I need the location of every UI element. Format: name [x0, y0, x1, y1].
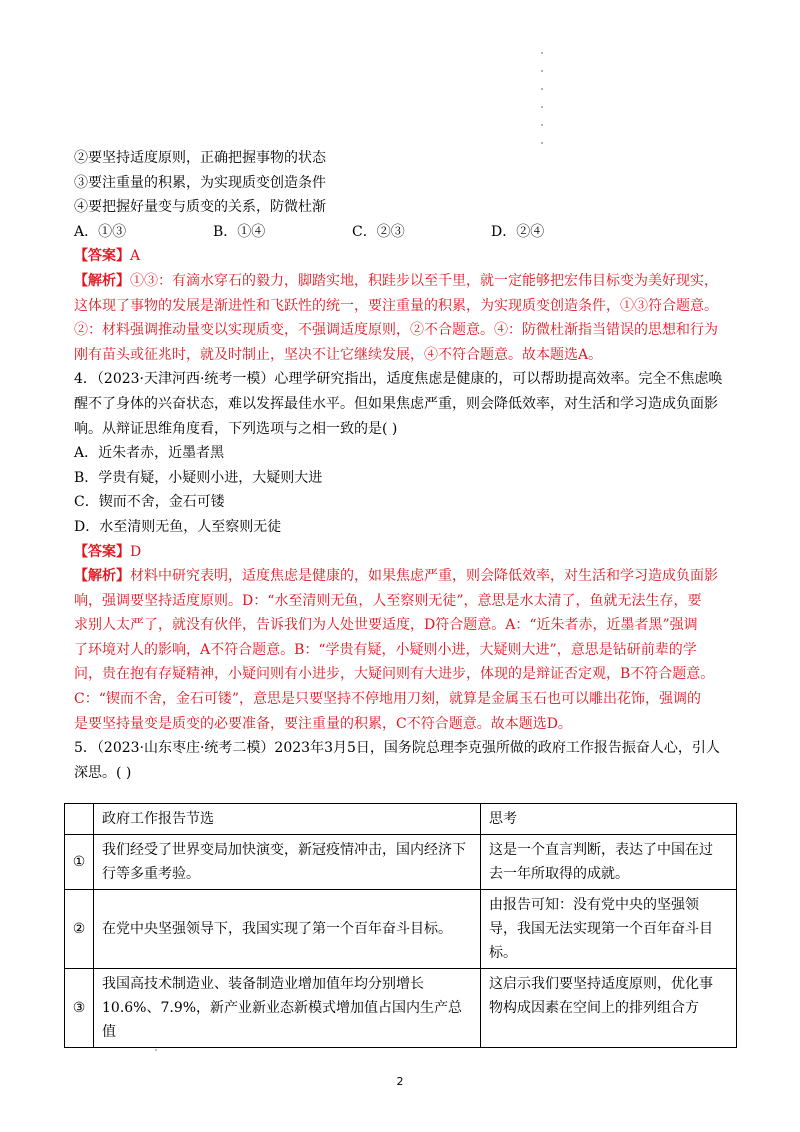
- analysis-label: 【解析】: [74, 568, 130, 585]
- table-header-cell: [65, 804, 94, 835]
- q4-analysis-line: 响，强调要坚持适度原则。D：“水至清则无鱼，人至察则无徒”，意思是水太清了，鱼就无法生存，要: [74, 592, 702, 609]
- q4-analysis-line: 【解析】材料中研究表明，适度焦虑是健康的，如果焦虑严重，则会降低效率，对生活和学习造成负面影: [74, 568, 718, 585]
- q3-answer: [74, 244, 734, 269]
- q4-choice-a: A．近朱者赤，近墨者黑: [74, 445, 225, 462]
- excerpt-cell: 我国高技术制造业、装备制造业增加值年均分别增长 10.6%、7.9%，新产业新业态新模式增加值占国内生产总值: [94, 969, 481, 1048]
- row-number: ③: [65, 969, 94, 1048]
- table-row: [65, 890, 737, 969]
- q4-analysis-line: 求别人太严了，就没有伙伴，告诉我们为人处世要适度，D符合题意。A：“近朱者赤，近墨者黑”强调: [74, 617, 698, 634]
- q3-analysis-line: 这体现了事物的发展是渐进性和飞跃性的统一，要注重量的积累，为实现质变创造条件，①③符合题意。: [74, 297, 718, 314]
- answer-label: 【答案】: [74, 543, 130, 560]
- table-row: [65, 969, 737, 1048]
- report-table: [64, 803, 737, 1048]
- q4-choice-c: C．锲而不舍，金石可镂: [74, 494, 225, 511]
- q4-stem-line: 响。从辩证思维角度看，下列选项与之相一致的是( ): [74, 420, 398, 437]
- q3-choice-c: C．②③: [352, 223, 405, 240]
- table-header-cell: 思考: [481, 804, 737, 835]
- option-statement-2: ②要坚持适度原则，正确把握事物的状态: [74, 150, 326, 166]
- answer-value: D: [130, 543, 142, 560]
- q5-stem-line: 5．（2023·山东枣庄·统考二模）2023年3月5日，国务院总理李克强所做的政府工作报告振奋人心，引人: [74, 740, 720, 757]
- q3-choice-b: B．①④: [213, 223, 266, 240]
- footer-dot-decoration: [155, 1049, 157, 1051]
- table-header-cell: 政府工作报告节选: [94, 804, 481, 835]
- q4-analysis-line: 了环境对人的影响，A不符合题意。B：“学贵有疑，小疑则小进，大疑则大进”，意思是钻研前辈的学: [74, 641, 697, 658]
- thought-cell: 这是一个直言判断，表达了中国在过 去一年所取得的成就。: [481, 835, 737, 890]
- excerpt-cell: 在党中央坚强领导下，我国实现了第一个百年奋斗目标。: [94, 890, 481, 969]
- thought-cell: 这启示我们要坚持适度原则，优化事 物构成因素在空间上的排列组合方: [481, 969, 737, 1048]
- q4-choice-d: D．水至清则无鱼，人至察则无徒: [74, 518, 282, 535]
- q3-analysis-line: 刚有苗头或征兆时，就及时制止，坚决不让它继续发展，④不符合题意。故本题选A。: [74, 346, 603, 363]
- option-statement-4: ④要把握好量变与质变的关系，防微杜渐: [74, 199, 326, 216]
- q3-choice-d: D．②④: [491, 223, 545, 240]
- q3-choices: [74, 220, 734, 245]
- q4-stem-line: 4．（2023·天津河西·统考一模）心理学研究指出，适度焦虑是健康的，可以帮助提高效率。完全不焦虑唤: [74, 371, 723, 388]
- q4-choice-b: B．学贵有疑，小疑则小进，大疑则大进: [74, 469, 323, 486]
- q4-analysis-line: C：“锲而不舍，金石可镂”，意思是只要坚持不停地用刀刻，就算是金属玉石也可以雕出花饰，强调的: [74, 691, 702, 708]
- option-statement-3: ③要注重量的积累，为实现质变创造条件: [74, 174, 326, 191]
- q3-analysis-line: ②：材料强调推动量变以实现质变，不强调适度原则，②不合题意。④：防微杜渐指当错误的思想和行为: [74, 322, 718, 339]
- page-number: 2: [396, 1075, 404, 1088]
- thought-cell: 由报告可知：没有党中央的坚强领 导，我国无法实现第一个百年奋斗目 标。: [481, 890, 737, 969]
- q4-analysis-line: 问，贵在抱有存疑精神，小疑问则有小进步，大疑问则有大进步，体现的是辩证否定观，B不符合题意。: [74, 666, 715, 683]
- content-area: [74, 146, 734, 785]
- excerpt-cell: 我们经受了世界变局加快演变，新冠疫情冲击，国内经济下 行等多重考验。: [94, 835, 481, 890]
- q3-analysis-line: 【解析】①③：有滴水穿石的毅力，脚踏实地，积跬步以至千里，就一定能够把宏伟目标变为美好现实，: [74, 272, 718, 289]
- table-header-row: [65, 804, 737, 835]
- table-row: [65, 835, 737, 890]
- margin-dots-decoration: [541, 52, 549, 160]
- answer-value: A: [130, 248, 141, 265]
- analysis-label: 【解析】: [74, 272, 130, 289]
- q4-stem-line: 醒不了身体的兴奋状态，难以发挥最佳水平。但如果焦虑严重，则会降低效率，对生活和学习造成负面影: [74, 395, 718, 412]
- answer-label: 【答案】: [74, 248, 130, 265]
- q4-analysis-line: 是要坚持量变是质变的必要准备，要注重量的积累，C不符合题意。故本题选D。: [74, 715, 572, 732]
- q4-answer: [74, 540, 734, 565]
- q5-stem-line: 深思。( ): [74, 764, 132, 781]
- row-number: ①: [65, 835, 94, 890]
- q3-choice-a: A．①③: [74, 223, 127, 240]
- row-number: ②: [65, 890, 94, 969]
